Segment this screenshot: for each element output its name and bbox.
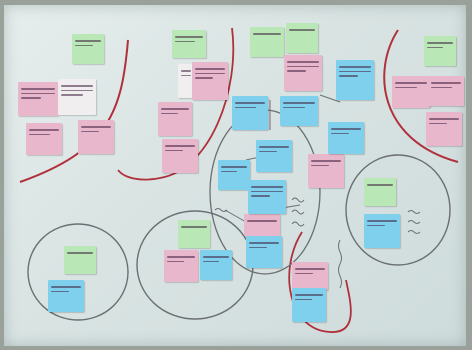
sticky-note (218, 160, 250, 190)
sticky-note (292, 288, 326, 322)
sticky-note (58, 79, 96, 115)
sticky-note (256, 140, 292, 172)
sticky-note (424, 36, 456, 66)
sticky-note (18, 82, 58, 116)
sticky-note (428, 76, 464, 106)
sticky-note (162, 139, 198, 173)
sticky-note (158, 102, 192, 136)
sticky-note (284, 55, 322, 91)
sticky-note (232, 96, 268, 130)
sticky-note (248, 180, 286, 214)
sticky-note (364, 178, 396, 206)
sticky-note (172, 30, 206, 58)
sticky-note (246, 236, 282, 268)
sticky-note (392, 76, 430, 108)
sticky-note (192, 62, 228, 100)
sticky-note (292, 262, 328, 290)
sticky-note (200, 250, 232, 280)
sticky-note (280, 96, 318, 126)
sticky-note (48, 280, 84, 312)
sticky-note (308, 154, 344, 188)
sticky-note (328, 122, 364, 154)
sticky-note (178, 220, 210, 248)
sticky-note (164, 250, 198, 282)
sticky-note (26, 123, 62, 155)
sticky-note (250, 27, 284, 57)
sticky-note (78, 120, 114, 154)
sticky-note (286, 23, 318, 53)
sticky-note (364, 214, 400, 248)
sticky-note (336, 60, 374, 100)
sticky-note (64, 246, 96, 274)
sticky-note (426, 112, 462, 146)
sticky-note (72, 34, 104, 64)
sticky-note (244, 214, 280, 236)
